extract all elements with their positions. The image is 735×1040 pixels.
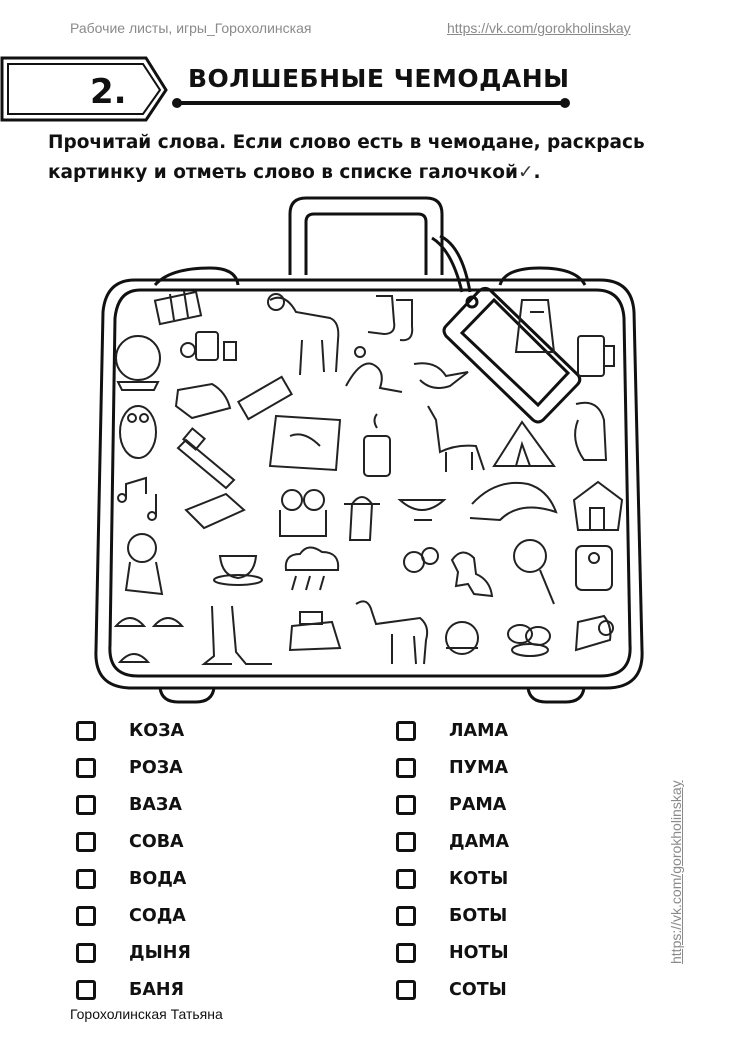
- checkbox[interactable]: [396, 758, 416, 778]
- bird-icon: [414, 363, 468, 388]
- pills-icon: [181, 332, 236, 360]
- map-icon: [270, 416, 340, 470]
- tent-icon: [494, 422, 554, 466]
- checkbox[interactable]: [396, 943, 416, 963]
- page-title: ВОЛШЕБНЫЕ ЧЕМОДАНЫ: [188, 64, 570, 93]
- list-item: [396, 860, 509, 897]
- sneakers-icon: [176, 384, 230, 418]
- woman-in-hat-icon: [344, 497, 380, 540]
- word-label: РОЗА: [129, 757, 183, 778]
- word-label: РАМА: [449, 794, 507, 815]
- word-label: ВАЗА: [129, 794, 182, 815]
- doll-icon: [126, 534, 162, 594]
- eggs-icon: [508, 625, 550, 656]
- list-item: [76, 786, 191, 823]
- melon-icon: [446, 622, 478, 654]
- word-label: СОТЫ: [449, 979, 507, 1000]
- luggage-tag-icon: [432, 236, 580, 422]
- number-badge: [0, 54, 170, 124]
- scale-icon: [576, 546, 612, 590]
- instruction-line-1: Прочитай слова. Если слово есть в чемодане, раскрась: [48, 132, 645, 153]
- list-item: [76, 712, 191, 749]
- chocolate-icon: [155, 291, 201, 324]
- checkbox[interactable]: [396, 869, 416, 889]
- author-credit: Горохолинская Татьяна: [70, 1006, 223, 1022]
- gum-icon: [238, 377, 291, 419]
- toilet-paper-icon: [576, 616, 613, 650]
- list-item: [76, 971, 191, 1008]
- beer-mug-icon: [578, 336, 614, 376]
- instruction-line-2: картинку и отметь слово в списке галочкой: [48, 162, 518, 183]
- doghouse-icon: [574, 482, 622, 530]
- word-list-right: [396, 712, 509, 1008]
- checkbox[interactable]: [76, 943, 96, 963]
- magnifier-icon: [514, 540, 554, 604]
- word-label: НОТЫ: [449, 942, 509, 963]
- side-link[interactable]: https://vk.com/gorokholinskay: [668, 780, 684, 964]
- seal-icon: [346, 347, 402, 392]
- checkbox[interactable]: [396, 980, 416, 1000]
- header-link[interactable]: https://vk.com/gorokholinskay: [447, 20, 631, 36]
- fig-icon: [404, 548, 438, 572]
- checkbox[interactable]: [76, 980, 96, 1000]
- checkmark-icon: ✓: [517, 162, 534, 183]
- list-item: [396, 823, 509, 860]
- dinosaur-icon: [452, 552, 492, 596]
- list-item: [76, 934, 191, 971]
- checkbox[interactable]: [396, 721, 416, 741]
- goat-icon: [356, 601, 427, 664]
- checkbox[interactable]: [76, 869, 96, 889]
- header-left-text: Рабочие листы, игры_Горохолинская: [70, 20, 312, 36]
- list-item: [396, 749, 509, 786]
- list-item: [396, 934, 509, 971]
- word-label: СОВА: [129, 831, 184, 852]
- cougar-icon: [575, 403, 606, 460]
- wave-icon: [470, 483, 556, 520]
- crystal-ball-icon: [116, 336, 160, 390]
- list-item: [396, 786, 509, 823]
- rain-cloud-icon: [286, 547, 338, 590]
- tray-icon: [186, 494, 244, 528]
- badge-number: 2.: [90, 72, 127, 112]
- list-item: [76, 860, 191, 897]
- list-item: [396, 712, 509, 749]
- llama-icon: [428, 406, 484, 472]
- checkbox[interactable]: [396, 906, 416, 926]
- word-label: КОТЫ: [449, 868, 509, 889]
- word-label: ПУМА: [449, 757, 509, 778]
- checkbox[interactable]: [76, 832, 96, 852]
- instruction-end: .: [533, 162, 541, 183]
- cash-register-icon: [290, 612, 340, 650]
- checkbox[interactable]: [396, 832, 416, 852]
- checkbox[interactable]: [76, 721, 96, 741]
- list-item: [396, 971, 509, 1008]
- list-item: [76, 749, 191, 786]
- checkbox[interactable]: [396, 795, 416, 815]
- checkbox[interactable]: [76, 795, 96, 815]
- horse-icon: [268, 294, 338, 375]
- word-label: БАНЯ: [129, 979, 185, 1000]
- word-list-left: [76, 712, 191, 1008]
- list-item: [76, 897, 191, 934]
- instruction: [48, 128, 688, 188]
- legs-icon: [204, 606, 272, 664]
- list-item: [76, 823, 191, 860]
- cream-swirls-icon: [116, 618, 182, 662]
- word-label: СОДА: [129, 905, 186, 926]
- owl-icon: [120, 406, 156, 458]
- checkbox[interactable]: [76, 758, 96, 778]
- socks-icon: [368, 296, 412, 340]
- suitcase-illustration: [0, 190, 735, 710]
- word-label: КОЗА: [129, 720, 185, 741]
- word-label: БОТЫ: [449, 905, 508, 926]
- saw-icon: [178, 428, 234, 488]
- soup-bowl-icon: [400, 500, 444, 520]
- music-notes-icon: [118, 478, 156, 520]
- word-label: ДЫНЯ: [129, 942, 191, 963]
- list-item: [396, 897, 509, 934]
- kittens-icon: [280, 490, 326, 536]
- word-label: ЛАМА: [449, 720, 509, 741]
- candle-icon: [364, 414, 390, 476]
- word-label: ДАМА: [449, 831, 510, 852]
- checkbox[interactable]: [76, 906, 96, 926]
- teacup-icon: [214, 556, 262, 585]
- word-label: ВОДА: [129, 868, 187, 889]
- title-underline: [176, 101, 566, 105]
